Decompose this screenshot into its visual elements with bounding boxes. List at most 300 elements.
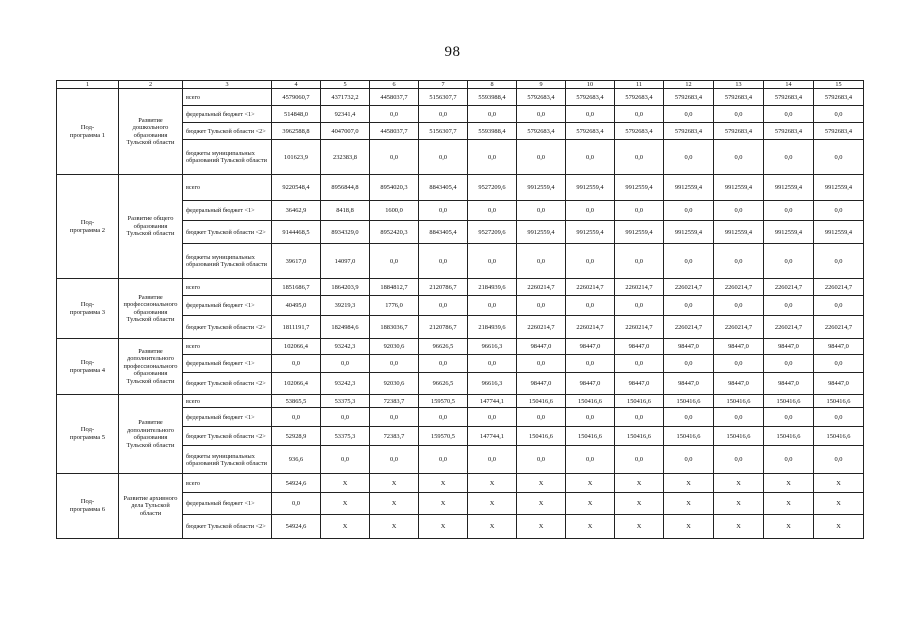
column-header-7: 7 [419, 81, 468, 89]
amount-cell: X [321, 493, 370, 515]
amount-cell: 5156307,7 [419, 123, 468, 140]
amount-cell: 0,0 [664, 408, 714, 427]
amount-cell: 4458037,7 [370, 123, 419, 140]
amount-cell: 2260214,7 [814, 279, 864, 296]
subprogram-name: Развитие дополнительного образования Тульской области [119, 395, 183, 474]
amount-cell: 4458037,7 [370, 89, 419, 106]
amount-cell: 147744,1 [468, 427, 517, 446]
amount-cell: X [517, 493, 566, 515]
amount-cell: 0,0 [468, 140, 517, 175]
column-header-15: 15 [814, 81, 864, 89]
amount-cell: 0,0 [615, 408, 664, 427]
amount-cell: X [321, 515, 370, 539]
funding-source: бюджет Тульской области <2> [183, 123, 272, 140]
amount-cell: 2260214,7 [566, 279, 615, 296]
funding-source: бюджеты муниципальных образований Тульской области [183, 244, 272, 279]
column-header-3: 3 [183, 81, 272, 89]
amount-cell: 0,0 [714, 140, 764, 175]
amount-cell: 0,0 [664, 106, 714, 123]
amount-cell: 2120786,7 [419, 279, 468, 296]
column-header-4: 4 [272, 81, 321, 89]
amount-cell: X [814, 493, 864, 515]
table-row [57, 474, 864, 493]
amount-cell: 0,0 [272, 355, 321, 373]
subprogram-name: Развитие профессионального образования Тульской области [119, 279, 183, 339]
amount-cell: 92341,4 [321, 106, 370, 123]
amount-cell: 1851686,7 [272, 279, 321, 296]
amount-cell: X [321, 474, 370, 493]
amount-cell: 0,0 [566, 244, 615, 279]
funding-source: всего [183, 89, 272, 106]
funding-source: всего [183, 474, 272, 493]
amount-cell: 9912559,4 [764, 175, 814, 201]
amount-cell: 0,0 [764, 408, 814, 427]
amount-cell: 0,0 [814, 140, 864, 175]
amount-cell: 5792683,4 [615, 123, 664, 140]
amount-cell: 0,0 [615, 244, 664, 279]
amount-cell: 98447,0 [814, 373, 864, 395]
amount-cell: 0,0 [468, 244, 517, 279]
amount-cell: 0,0 [714, 446, 764, 474]
amount-cell: 150416,6 [517, 395, 566, 408]
amount-cell: 101623,9 [272, 140, 321, 175]
amount-cell: 4371732,2 [321, 89, 370, 106]
amount-cell: 0,0 [814, 446, 864, 474]
amount-cell: 0,0 [764, 201, 814, 221]
amount-cell: 40495,0 [272, 296, 321, 316]
amount-cell: 514848,0 [272, 106, 321, 123]
amount-cell: 2120786,7 [419, 316, 468, 339]
amount-cell: 5593988,4 [468, 123, 517, 140]
amount-cell: 0,0 [517, 355, 566, 373]
amount-cell: 98447,0 [615, 373, 664, 395]
amount-cell: 8956844,8 [321, 175, 370, 201]
amount-cell: 0,0 [468, 296, 517, 316]
amount-cell: X [764, 493, 814, 515]
amount-cell: 150416,6 [714, 395, 764, 408]
amount-cell: 0,0 [517, 296, 566, 316]
amount-cell: 2184939,6 [468, 279, 517, 296]
amount-cell: 5792683,4 [714, 89, 764, 106]
amount-cell: 9912559,4 [517, 221, 566, 244]
amount-cell: 0,0 [615, 355, 664, 373]
amount-cell: 0,0 [370, 408, 419, 427]
amount-cell: 0,0 [321, 446, 370, 474]
amount-cell: 150416,6 [714, 427, 764, 446]
amount-cell: 0,0 [566, 106, 615, 123]
amount-cell: 0,0 [321, 355, 370, 373]
amount-cell: 150416,6 [764, 427, 814, 446]
amount-cell: 98447,0 [814, 339, 864, 355]
amount-cell: 9220548,4 [272, 175, 321, 201]
funding-source: всего [183, 279, 272, 296]
amount-cell: 53865,5 [272, 395, 321, 408]
budget-table [56, 80, 864, 539]
amount-cell: 0,0 [714, 106, 764, 123]
amount-cell: 2260214,7 [566, 316, 615, 339]
amount-cell: 0,0 [468, 408, 517, 427]
amount-cell: 8843405,4 [419, 175, 468, 201]
amount-cell: 0,0 [814, 201, 864, 221]
amount-cell: 98447,0 [566, 339, 615, 355]
amount-cell: X [517, 515, 566, 539]
amount-cell: 2260214,7 [664, 279, 714, 296]
column-header-11: 11 [615, 81, 664, 89]
amount-cell: X [664, 493, 714, 515]
amount-cell: 2260214,7 [664, 316, 714, 339]
amount-cell: 72383,7 [370, 427, 419, 446]
amount-cell: 1811191,7 [272, 316, 321, 339]
amount-cell: 8954020,3 [370, 175, 419, 201]
amount-cell: 36462,9 [272, 201, 321, 221]
amount-cell: 9527209,6 [468, 221, 517, 244]
amount-cell: 8843405,4 [419, 221, 468, 244]
amount-cell: 9912559,4 [615, 221, 664, 244]
subprogram-label: Под- программа 6 [57, 474, 119, 539]
funding-source: федеральный бюджет <1> [183, 106, 272, 123]
amount-cell: 98447,0 [664, 373, 714, 395]
amount-cell: 1883036,7 [370, 316, 419, 339]
funding-source: бюджет Тульской области <2> [183, 221, 272, 244]
amount-cell: 98447,0 [714, 373, 764, 395]
amount-cell: 0,0 [419, 296, 468, 316]
amount-cell: 96616,3 [468, 339, 517, 355]
amount-cell: 0,0 [566, 296, 615, 316]
subprogram-name: Развитие дополнительного профессионального образования Тульской области [119, 339, 183, 395]
amount-cell: 2260214,7 [714, 279, 764, 296]
amount-cell: 2184939,6 [468, 316, 517, 339]
funding-source: бюджеты муниципальных образований Тульской области [183, 446, 272, 474]
amount-cell: 98447,0 [764, 339, 814, 355]
amount-cell: 0,0 [814, 355, 864, 373]
amount-cell: 39219,3 [321, 296, 370, 316]
amount-cell: 159570,5 [419, 427, 468, 446]
amount-cell: X [370, 493, 419, 515]
amount-cell: 0,0 [370, 446, 419, 474]
page-number: 98 [444, 44, 461, 60]
table-row [57, 279, 864, 296]
column-header-2: 2 [119, 81, 183, 89]
subprogram-name: Развитие архивного дела Тульской области [119, 474, 183, 539]
amount-cell: 0,0 [764, 140, 814, 175]
column-header-9: 9 [517, 81, 566, 89]
amount-cell: 150416,6 [517, 427, 566, 446]
amount-cell: 72383,7 [370, 395, 419, 408]
amount-cell: 0,0 [517, 446, 566, 474]
amount-cell: 98447,0 [517, 373, 566, 395]
funding-source: федеральный бюджет <1> [183, 408, 272, 427]
amount-cell: 0,0 [272, 493, 321, 515]
amount-cell: 0,0 [468, 446, 517, 474]
amount-cell: 4047007,0 [321, 123, 370, 140]
subprogram-label: Под- программа 4 [57, 339, 119, 395]
amount-cell: 0,0 [714, 408, 764, 427]
amount-cell: X [370, 474, 419, 493]
amount-cell: X [419, 493, 468, 515]
funding-source: всего [183, 175, 272, 201]
funding-source: всего [183, 395, 272, 408]
amount-cell: 0,0 [566, 140, 615, 175]
funding-source: бюджет Тульской области <2> [183, 515, 272, 539]
amount-cell: 0,0 [814, 106, 864, 123]
amount-cell: 98447,0 [615, 339, 664, 355]
column-header-8: 8 [468, 81, 517, 89]
amount-cell: X [468, 493, 517, 515]
amount-cell: 0,0 [664, 201, 714, 221]
amount-cell: 93242,3 [321, 339, 370, 355]
amount-cell: X [714, 474, 764, 493]
amount-cell: X [714, 515, 764, 539]
amount-cell: 0,0 [419, 446, 468, 474]
amount-cell: 9912559,4 [814, 175, 864, 201]
amount-cell: 9912559,4 [714, 221, 764, 244]
amount-cell: 9912559,4 [664, 175, 714, 201]
amount-cell: 2260214,7 [517, 316, 566, 339]
amount-cell: 5593988,4 [468, 89, 517, 106]
amount-cell: X [615, 515, 664, 539]
amount-cell: 0,0 [714, 355, 764, 373]
subprogram-label: Под- программа 3 [57, 279, 119, 339]
amount-cell: 5792683,4 [714, 123, 764, 140]
amount-cell: 0,0 [370, 106, 419, 123]
amount-cell: 9912559,4 [566, 221, 615, 244]
amount-cell: 93242,3 [321, 373, 370, 395]
amount-cell: 2260214,7 [615, 279, 664, 296]
amount-cell: 5792683,4 [615, 89, 664, 106]
amount-cell: 5792683,4 [814, 123, 864, 140]
amount-cell: 5156307,7 [419, 89, 468, 106]
amount-cell: 4579060,7 [272, 89, 321, 106]
column-header-1: 1 [57, 81, 119, 89]
amount-cell: 1884812,7 [370, 279, 419, 296]
amount-cell: 1600,0 [370, 201, 419, 221]
amount-cell: 0,0 [615, 446, 664, 474]
amount-cell: 9912559,4 [664, 221, 714, 244]
amount-cell: 5792683,4 [764, 123, 814, 140]
amount-cell: 0,0 [566, 408, 615, 427]
amount-cell: 0,0 [517, 408, 566, 427]
amount-cell: 2260214,7 [615, 316, 664, 339]
amount-cell: 0,0 [664, 355, 714, 373]
funding-source: федеральный бюджет <1> [183, 201, 272, 221]
amount-cell: 39617,0 [272, 244, 321, 279]
amount-cell: 0,0 [714, 296, 764, 316]
amount-cell: 98447,0 [566, 373, 615, 395]
column-header-14: 14 [764, 81, 814, 89]
amount-cell: 0,0 [468, 355, 517, 373]
amount-cell: 0,0 [517, 106, 566, 123]
amount-cell: 5792683,4 [814, 89, 864, 106]
header-row [57, 81, 864, 89]
subprogram-name: Развитие дошкольного образования Тульской области [119, 89, 183, 175]
table-row [57, 175, 864, 201]
funding-source: федеральный бюджет <1> [183, 296, 272, 316]
amount-cell: 0,0 [615, 140, 664, 175]
amount-cell: 2260214,7 [714, 316, 764, 339]
amount-cell: X [814, 474, 864, 493]
amount-cell: 0,0 [272, 408, 321, 427]
amount-cell: 5792683,4 [664, 123, 714, 140]
amount-cell: 0,0 [419, 140, 468, 175]
amount-cell: X [664, 474, 714, 493]
amount-cell: X [615, 474, 664, 493]
amount-cell: 0,0 [764, 244, 814, 279]
amount-cell: 96626,5 [419, 339, 468, 355]
amount-cell: 0,0 [419, 106, 468, 123]
amount-cell: 98447,0 [664, 339, 714, 355]
funding-source: бюджеты муниципальных образований Тульской области [183, 140, 272, 175]
amount-cell: 5792683,4 [566, 89, 615, 106]
amount-cell: 53375,3 [321, 395, 370, 408]
amount-cell: 0,0 [664, 296, 714, 316]
amount-cell: 0,0 [764, 106, 814, 123]
amount-cell: 0,0 [814, 408, 864, 427]
amount-cell: 159570,5 [419, 395, 468, 408]
amount-cell: 0,0 [714, 244, 764, 279]
funding-source: бюджет Тульской области <2> [183, 427, 272, 446]
amount-cell: 232383,8 [321, 140, 370, 175]
amount-cell: 150416,6 [566, 427, 615, 446]
column-header-6: 6 [370, 81, 419, 89]
amount-cell: 150416,6 [615, 427, 664, 446]
amount-cell: 5792683,4 [664, 89, 714, 106]
amount-cell: 0,0 [419, 408, 468, 427]
amount-cell: 9912559,4 [517, 175, 566, 201]
amount-cell: 5792683,4 [517, 89, 566, 106]
amount-cell: X [664, 515, 714, 539]
amount-cell: X [370, 515, 419, 539]
amount-cell: 150416,6 [664, 395, 714, 408]
amount-cell: 0,0 [814, 296, 864, 316]
amount-cell: 0,0 [615, 106, 664, 123]
column-header-5: 5 [321, 81, 370, 89]
subprogram-label: Под- программа 1 [57, 89, 119, 175]
amount-cell: 2260214,7 [764, 316, 814, 339]
amount-cell: X [468, 515, 517, 539]
amount-cell: 0,0 [566, 446, 615, 474]
amount-cell: 98447,0 [714, 339, 764, 355]
amount-cell: 0,0 [370, 140, 419, 175]
amount-cell: X [764, 474, 814, 493]
amount-cell: 0,0 [517, 140, 566, 175]
amount-cell: 0,0 [714, 201, 764, 221]
amount-cell: 0,0 [468, 106, 517, 123]
amount-cell: 14097,0 [321, 244, 370, 279]
table-row [57, 89, 864, 106]
amount-cell: 9912559,4 [615, 175, 664, 201]
amount-cell: 150416,6 [664, 427, 714, 446]
amount-cell: X [517, 474, 566, 493]
amount-cell: 102066,4 [272, 339, 321, 355]
amount-cell: 2260214,7 [814, 316, 864, 339]
amount-cell: 92030,6 [370, 373, 419, 395]
amount-cell: 54924,6 [272, 515, 321, 539]
amount-cell: 9912559,4 [566, 175, 615, 201]
amount-cell: 150416,6 [764, 395, 814, 408]
amount-cell: 0,0 [321, 408, 370, 427]
funding-source: всего [183, 339, 272, 355]
amount-cell: 5792683,4 [566, 123, 615, 140]
amount-cell: 5792683,4 [764, 89, 814, 106]
subprogram-label: Под- программа 5 [57, 395, 119, 474]
amount-cell: 9912559,4 [714, 175, 764, 201]
column-header-12: 12 [664, 81, 714, 89]
amount-cell: 9912559,4 [764, 221, 814, 244]
amount-cell: 9912559,4 [814, 221, 864, 244]
amount-cell: 98447,0 [517, 339, 566, 355]
amount-cell: 0,0 [615, 296, 664, 316]
funding-source: федеральный бюджет <1> [183, 493, 272, 515]
amount-cell: 102066,4 [272, 373, 321, 395]
amount-cell: 98447,0 [764, 373, 814, 395]
amount-cell: 92030,6 [370, 339, 419, 355]
amount-cell: 1864203,9 [321, 279, 370, 296]
amount-cell: X [566, 474, 615, 493]
amount-cell: 0,0 [664, 140, 714, 175]
amount-cell: 0,0 [764, 446, 814, 474]
subprogram-name: Развитие общего образования Тульской области [119, 175, 183, 279]
amount-cell: 53375,3 [321, 427, 370, 446]
column-header-13: 13 [714, 81, 764, 89]
subprogram-label: Под- программа 2 [57, 175, 119, 279]
amount-cell: 0,0 [566, 201, 615, 221]
amount-cell: 5792683,4 [517, 123, 566, 140]
table-row [57, 395, 864, 408]
amount-cell: X [419, 515, 468, 539]
amount-cell: X [615, 493, 664, 515]
amount-cell: 0,0 [566, 355, 615, 373]
amount-cell: 0,0 [419, 201, 468, 221]
amount-cell: 0,0 [664, 244, 714, 279]
amount-cell: 0,0 [814, 244, 864, 279]
amount-cell: 0,0 [370, 244, 419, 279]
amount-cell: 0,0 [517, 201, 566, 221]
amount-cell: 0,0 [764, 355, 814, 373]
funding-source: федеральный бюджет <1> [183, 355, 272, 373]
amount-cell: 150416,6 [814, 395, 864, 408]
funding-source: бюджет Тульской области <2> [183, 316, 272, 339]
amount-cell: 0,0 [468, 201, 517, 221]
amount-cell: X [419, 474, 468, 493]
amount-cell: 0,0 [615, 201, 664, 221]
amount-cell: X [566, 515, 615, 539]
amount-cell: 8418,8 [321, 201, 370, 221]
amount-cell: 0,0 [370, 355, 419, 373]
amount-cell: 8934329,0 [321, 221, 370, 244]
amount-cell: 1776,0 [370, 296, 419, 316]
amount-cell: 3962588,8 [272, 123, 321, 140]
amount-cell: 150416,6 [566, 395, 615, 408]
amount-cell: 96626,5 [419, 373, 468, 395]
funding-source: бюджет Тульской области <2> [183, 373, 272, 395]
column-header-10: 10 [566, 81, 615, 89]
amount-cell: X [714, 493, 764, 515]
amount-cell: 0,0 [517, 244, 566, 279]
amount-cell: 9144468,5 [272, 221, 321, 244]
amount-cell: 96616,3 [468, 373, 517, 395]
table-row [57, 339, 864, 355]
amount-cell: 9527209,6 [468, 175, 517, 201]
amount-cell: 54924,6 [272, 474, 321, 493]
amount-cell: 0,0 [419, 244, 468, 279]
amount-cell: X [814, 515, 864, 539]
amount-cell: X [764, 515, 814, 539]
amount-cell: X [468, 474, 517, 493]
amount-cell: 0,0 [419, 355, 468, 373]
amount-cell: 147744,1 [468, 395, 517, 408]
amount-cell: 150416,6 [814, 427, 864, 446]
amount-cell: 0,0 [664, 446, 714, 474]
